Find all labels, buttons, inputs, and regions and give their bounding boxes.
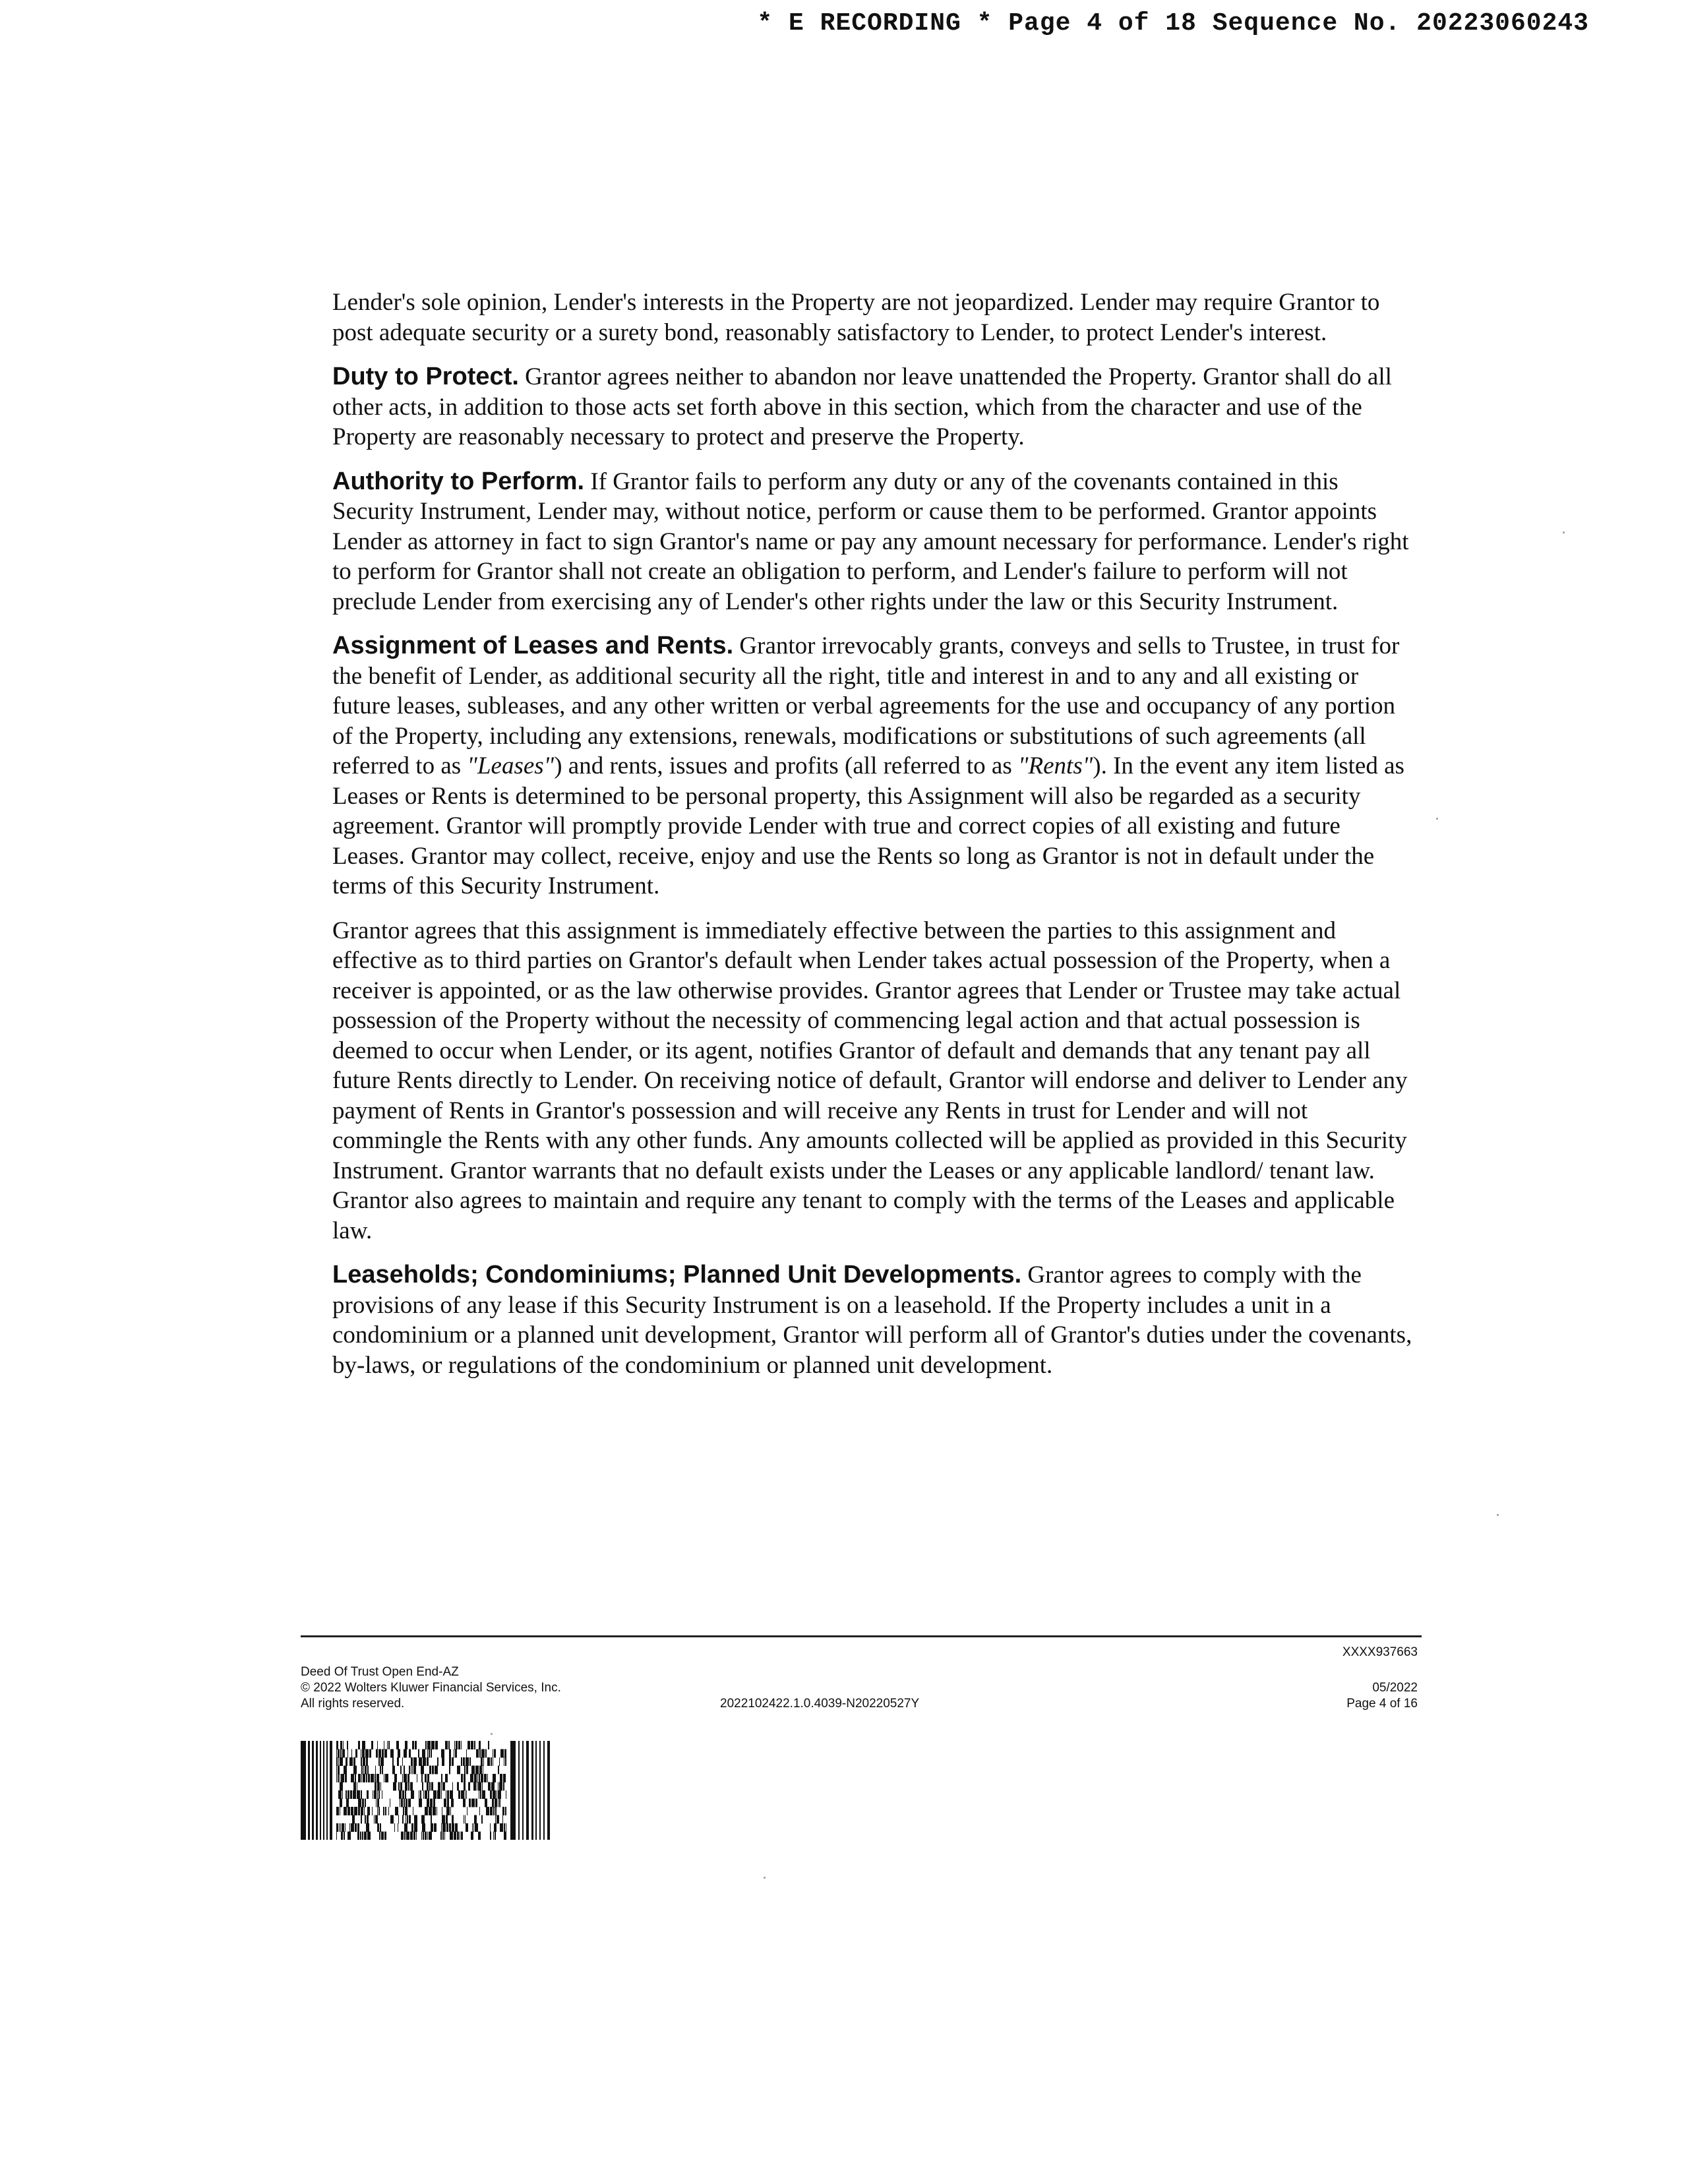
footer-divider xyxy=(301,1635,1422,1637)
duty-to-protect-heading: Duty to Protect. xyxy=(332,363,519,390)
scan-speck xyxy=(764,1877,766,1879)
pdf417-barcode xyxy=(301,1741,551,1840)
duty-to-protect-text: Grantor agrees neither to abandon nor leave unattended the Property. Grantor shall do all other acts, in addition to those acts set forth above in this section, which from the character and use of the Property are reasonably necessary to protect and preserve the Property. xyxy=(332,363,1392,450)
copyright-line: © 2022 Wolters Kluwer Financial Services, Inc. xyxy=(301,1681,561,1695)
form-date: 05/2022 xyxy=(1372,1681,1418,1695)
barcode-stop-pattern xyxy=(510,1741,550,1840)
rights-line: All rights reserved. xyxy=(301,1697,405,1711)
form-page-number: Page 4 of 16 xyxy=(1346,1697,1418,1711)
scan-speck xyxy=(1563,531,1565,533)
authority-to-perform-paragraph xyxy=(332,467,1414,617)
leases-defined-term: "Leases" xyxy=(467,752,555,779)
intro-paragraph: Lender's sole opinion, Lender's interests in the Property are not jeopardized. Lender may require Grantor to post adequate security or a surety bond, reasonably satisfactory to Lender, to protect Lender's interest. xyxy=(332,289,1380,346)
barcode-data-pattern xyxy=(336,1741,506,1840)
assignment-text-part-1: Grantor irrevocably grants, conveys and sells to Trustee, in trust for the benefit of Lender, as additional security all the right, title and interest in and to any and all existing or future leases, subleases, and any other written or verbal agreements for the use and occupancy of any portion of the Property, including any extensions, renewals, modifications or substitutions of such agreements (all referred to as xyxy=(332,632,1400,779)
grantor-agrees-paragraph: Grantor agrees that this assignment is immediately effective between the parties to this assignment and effective as to third parties on Grantor's default when Lender takes actual possession of the Property, when a receiver is appointed, or as the law otherwise provides. Grantor agrees that Lender or Trustee may take actual possession of the Property without the necessity of commencing legal action and that actual possession is deemed to occur when Lender, or its agent, notifies Grantor of default and demands that any tenant pay all future Rents directly to Lender. On receiving notice of default, Grantor will endorse and deliver to Lender any payment of Rents in Grantor's possession and will receive any Rents in trust for Lender and will not commingle the Rents with any other funds. Any amounts collected will be applied as provided in this Security Instrument. Grantor warrants that no default exists under the Leases or any applicable landlord/ tenant law. Grantor also agrees to maintain and require any tenant to comply with the terms of the Leases and applicable law. xyxy=(332,917,1408,1244)
loan-number: XXXX937663 xyxy=(1342,1645,1418,1659)
assignment-text-part-2: ) and rents, issues and profits (all referred to as xyxy=(554,752,1012,779)
assignment-paragraph xyxy=(332,631,1414,901)
form-name: Deed Of Trust Open End-AZ xyxy=(301,1665,459,1679)
scan-speck xyxy=(491,1733,493,1735)
scan-speck xyxy=(1497,1514,1499,1516)
document-body xyxy=(332,288,1414,1395)
leaseholds-paragraph xyxy=(332,1260,1414,1380)
authority-to-perform-text: If Grantor fails to perform any duty or any of the covenants contained in this Security Instrument, Lender may, without notice, perform or cause them to be performed. Grantor appoints Lender as attorney in fact to sign Grantor's name or pay any amount necessary for performance. Lender's right to perform for Grantor shall not create an obligation to perform, and Lender's failure to perform will not preclude Lender from exercising any of Lender's other rights under the law or this Security Instrument. xyxy=(332,468,1409,615)
footer-doc-code: 2022102422.1.0.4039-N20220527Y xyxy=(720,1697,920,1711)
scan-speck xyxy=(1436,818,1438,820)
barcode-start-pattern xyxy=(301,1741,332,1840)
footer-page-info xyxy=(1346,1680,1418,1712)
leaseholds-heading: Leaseholds; Condominiums; Planned Unit Developments. xyxy=(332,1261,1022,1289)
recording-header: * E RECORDING * Page 4 of 18 Sequence No. 20223060243 xyxy=(757,9,1589,38)
assignment-text-part-3: ). In the event any item listed as Leases or Rents is determined to be personal property, this Assignment will also be regarded as a security agreement. Grantor will promptly provide Lender with true and correct copies of all existing and future Leases. Grantor may collect, receive, enjoy and use the Rents so long as Grantor is not in default under the terms of this Security Instrument. xyxy=(332,752,1404,899)
leaseholds-text: Grantor agrees to comply with the provisions of any lease if this Security Instrument is on a leasehold. If the Property includes a unit in a condominium or a planned unit development, Grantor will perform all of Grantor's duties under the covenants, by-laws, or regulations of the condominium or planned unit development. xyxy=(332,1261,1412,1379)
rents-defined-term: "Rents" xyxy=(1018,752,1093,779)
authority-to-perform-heading: Authority to Perform. xyxy=(332,467,585,495)
duty-to-protect-paragraph xyxy=(332,362,1414,452)
footer-form-info xyxy=(301,1664,561,1712)
assignment-heading: Assignment of Leases and Rents. xyxy=(332,632,734,659)
